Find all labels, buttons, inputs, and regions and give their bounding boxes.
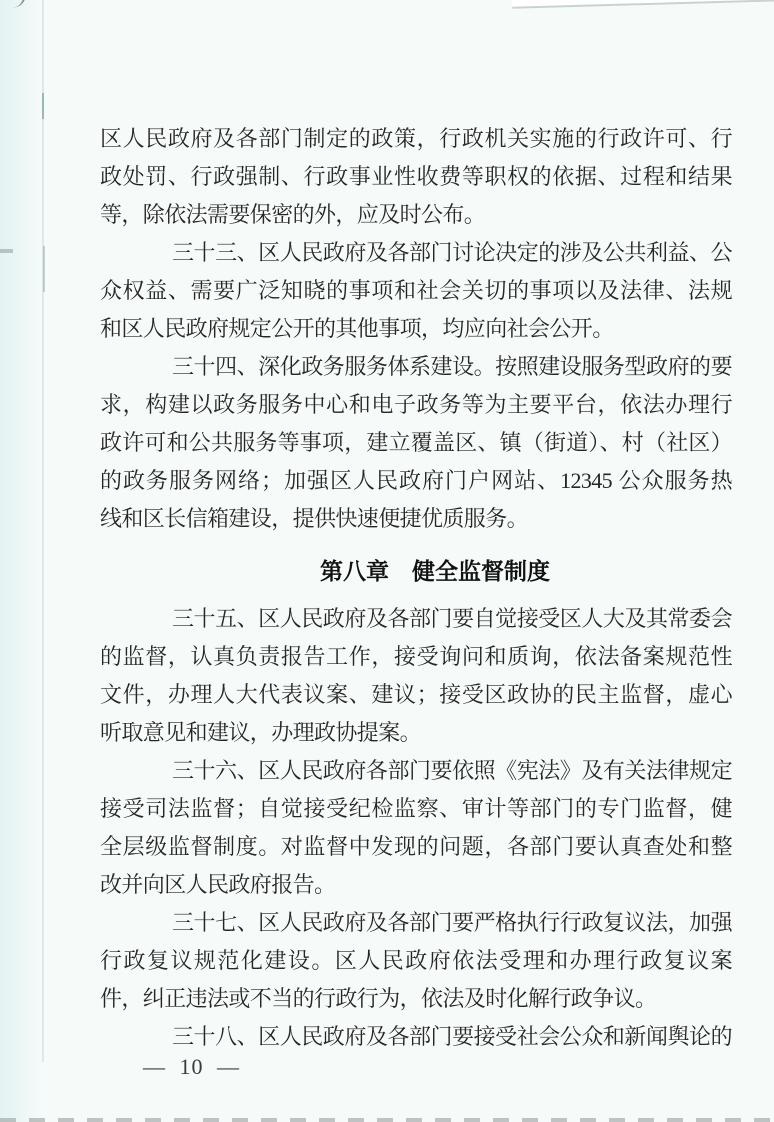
scan-crease-dash [43,246,45,292]
paragraph [100,1018,732,1056]
paragraph [100,234,732,348]
text-line: 接受司法监督；自觉接受纪检监察、审计等部门的专门监督，健 [100,796,732,821]
text-line: 三十五、区人民政府及各部门要自觉接受区人大及其常委会 [172,606,732,631]
chapter-heading: 第八章 健全监督制度 [320,558,550,584]
scan-crease-line [42,0,44,1062]
document-body [100,120,732,1056]
text-line: 和区人民政府规定公开的其他事项，均应向社会公开。 [100,316,614,341]
paragraph [100,752,732,904]
text-line: 行政复议规范化建设。区人民政府依法受理和办理行政复议案 [100,948,732,973]
text-line: 文件，办理人大代表议案、建议；接受区政协的民主监督，虚心 [100,682,732,707]
text-line: 政许可和公共服务等事项，建立覆盖区、镇（街道）、村（社区） [100,430,732,455]
text-line: 等，除依法需要保密的外，应及时公布。 [100,202,486,227]
scan-edge-speck [0,249,13,253]
paragraph [100,600,732,752]
text-line: 求，构建以政务服务中心和电子政务等为主要平台，依法办理行 [100,392,732,417]
text-line: 听取意见和建议，办理政协提案。 [100,720,422,745]
scan-corner-artifact [12,0,26,9]
text-line: 改并向区人民政府报告。 [100,872,336,897]
scan-crease-dash [42,93,44,119]
text-line: 三十四、深化政务服务体系建设。按照建设服务型政府的要 [172,354,732,379]
scan-bottom-edge-artifact [0,1118,774,1122]
text-line: 三十三、区人民政府及各部门讨论决定的涉及公共利益、公 [172,240,732,265]
text-line: 众权益、需要广泛知晓的事项和社会关切的事项以及法律、法规 [100,278,732,303]
page-number: — 10 — [143,1054,240,1079]
paragraph [100,904,732,1018]
text-line: 的监督，认真负责报告工作，接受询问和质询，依法备案规范性 [100,644,732,669]
text-line: 三十六、区人民政府各部门要依照《宪法》及有关法律规定 [172,758,732,783]
text-line: 的政务服务网络；加强区人民政府门户网站、12345 公众服务热 [100,468,732,493]
text-line: 三十八、区人民政府及各部门要接受社会公众和新闻舆论的 [172,1024,732,1049]
text-line: 政处罚、行政强制、行政事业性收费等职权的依据、过程和结果 [100,164,732,189]
text-line: 区人民政府及各部门制定的政策，行政机关实施的行政许可、行 [100,126,732,151]
paragraph [100,120,732,234]
text-line: 线和区长信箱建设，提供快速便捷优质服务。 [100,506,529,531]
paragraph [100,348,732,538]
text-line: 件，纠正违法或不当的行政行为，依法及时化解行政争议。 [100,986,657,1011]
scan-left-tint [0,0,46,1122]
text-line: 三十七、区人民政府及各部门要严格执行行政复议法，加强 [172,910,732,935]
scan-top-edge-artifact [512,0,774,9]
text-line: 全层级监督制度。对监督中发现的问题，各部门要认真查处和整 [100,834,732,859]
